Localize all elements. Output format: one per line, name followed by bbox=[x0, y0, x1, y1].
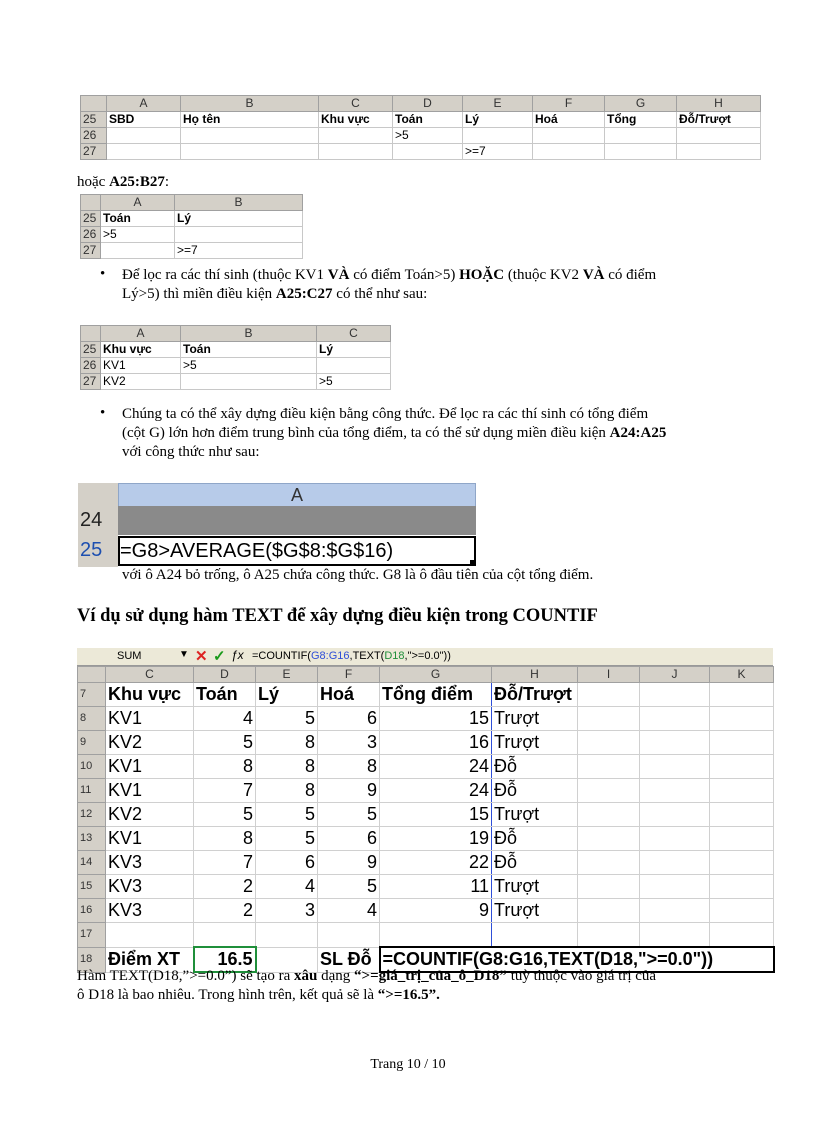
cell[interactable] bbox=[194, 923, 256, 948]
bullet1-part: Để lọc ra các thí sinh (thuộc KV1 bbox=[122, 267, 328, 283]
cell[interactable]: 8 bbox=[256, 755, 318, 779]
cell[interactable] bbox=[175, 227, 303, 243]
row-header[interactable]: 24 bbox=[80, 509, 103, 531]
cell[interactable]: Đỗ bbox=[492, 827, 578, 851]
cell[interactable] bbox=[181, 128, 319, 144]
cell[interactable] bbox=[578, 707, 640, 731]
cell[interactable]: Trượt bbox=[492, 707, 578, 731]
criteria-table-a25-c27 bbox=[80, 325, 391, 390]
criteria-table-a25-h27 bbox=[80, 95, 761, 160]
col-header[interactable]: B bbox=[181, 326, 317, 342]
cell[interactable] bbox=[578, 731, 640, 755]
cell[interactable]: KV1 bbox=[106, 827, 194, 851]
cell[interactable]: 7 bbox=[194, 779, 256, 803]
bullet2-text bbox=[122, 405, 782, 462]
cell[interactable]: 5 bbox=[194, 803, 256, 827]
cell[interactable] bbox=[181, 144, 319, 160]
cell[interactable]: >=7 bbox=[175, 243, 303, 259]
cell[interactable]: 5 bbox=[256, 707, 318, 731]
criteria-table-a25-b27 bbox=[80, 194, 303, 259]
formula-part: ,TEXT( bbox=[349, 650, 385, 662]
cell[interactable]: Khu vực bbox=[101, 342, 181, 358]
cell[interactable]: Lý bbox=[175, 211, 303, 227]
cell[interactable]: KV1 bbox=[106, 779, 194, 803]
corner-cell[interactable] bbox=[81, 326, 101, 342]
cell[interactable] bbox=[107, 128, 181, 144]
col-header[interactable]: A bbox=[107, 96, 181, 112]
cell[interactable]: 6 bbox=[256, 851, 318, 875]
text-or-a25b27 bbox=[77, 173, 169, 192]
col-header[interactable]: K bbox=[710, 667, 774, 683]
table-row bbox=[78, 899, 774, 923]
col-header[interactable]: E bbox=[463, 96, 533, 112]
cell[interactable] bbox=[318, 923, 380, 948]
row-header[interactable]: 11 bbox=[78, 779, 106, 803]
cell[interactable] bbox=[492, 923, 578, 948]
row-header[interactable]: 12 bbox=[78, 803, 106, 827]
cell[interactable]: 5 bbox=[318, 803, 380, 827]
cell[interactable] bbox=[640, 731, 710, 755]
empty-cell-a24[interactable] bbox=[118, 506, 476, 535]
colon: : bbox=[164, 174, 170, 190]
row-header[interactable]: 17 bbox=[78, 923, 106, 948]
cell[interactable]: 15 bbox=[380, 803, 492, 827]
col-header[interactable]: F bbox=[318, 667, 380, 683]
cell[interactable]: >5 bbox=[101, 227, 175, 243]
cell[interactable]: 6 bbox=[318, 707, 380, 731]
label-sl-do[interactable]: SL Đỗ bbox=[318, 947, 380, 972]
cell[interactable] bbox=[463, 128, 533, 144]
cell[interactable] bbox=[181, 374, 317, 390]
dropdown-icon[interactable]: ▼ bbox=[179, 649, 189, 660]
col-header[interactable]: B bbox=[181, 96, 319, 112]
col-header[interactable]: I bbox=[578, 667, 640, 683]
cell[interactable]: 7 bbox=[194, 851, 256, 875]
final-part: tuỳ thuộc vào giá trị của bbox=[506, 968, 657, 984]
enter-icon[interactable]: ✓ bbox=[213, 648, 226, 665]
cell[interactable] bbox=[578, 803, 640, 827]
cell[interactable]: Toán bbox=[181, 342, 317, 358]
cell[interactable]: KV1 bbox=[101, 358, 181, 374]
final-part: Hàm TEXT(D18,”>=0.0”) sẽ tạo ra bbox=[77, 968, 294, 984]
text-or: hoặc bbox=[77, 174, 110, 190]
cell[interactable]: KV1 bbox=[106, 755, 194, 779]
formula-input[interactable] bbox=[252, 650, 451, 662]
cell[interactable]: Lý bbox=[317, 342, 391, 358]
col-header[interactable]: C bbox=[319, 96, 393, 112]
bullet2-line: với công thức như sau: bbox=[122, 444, 260, 460]
corner-cell[interactable] bbox=[81, 195, 101, 211]
cell[interactable] bbox=[710, 683, 774, 707]
cell[interactable]: 8 bbox=[256, 779, 318, 803]
cell[interactable]: 2 bbox=[194, 875, 256, 899]
cell[interactable]: KV3 bbox=[106, 899, 194, 923]
cell[interactable]: 9 bbox=[380, 899, 492, 923]
final-bold: xâu bbox=[294, 968, 318, 984]
column-header-row bbox=[81, 195, 303, 211]
cell[interactable] bbox=[710, 731, 774, 755]
cell[interactable] bbox=[710, 779, 774, 803]
formula-part: =COUNTIF( bbox=[252, 650, 311, 662]
table-row bbox=[78, 875, 774, 899]
cell[interactable] bbox=[578, 923, 640, 948]
bullet1-part: có điểm bbox=[604, 267, 657, 283]
name-box[interactable]: SUM bbox=[117, 650, 142, 662]
cell[interactable] bbox=[640, 755, 710, 779]
final-part: ô D18 là bao nhiêu. Trong hình trên, kết quả sẽ là bbox=[77, 987, 378, 1003]
cell[interactable]: Khu vực bbox=[106, 683, 194, 707]
corner-cell[interactable] bbox=[78, 667, 106, 683]
cell[interactable]: Lý bbox=[256, 683, 318, 707]
col-header[interactable]: D bbox=[194, 667, 256, 683]
cell[interactable] bbox=[578, 827, 640, 851]
table-row bbox=[81, 243, 303, 259]
formula-ref: G8:G16 bbox=[310, 650, 350, 662]
formula-cell-a25[interactable] bbox=[118, 536, 476, 566]
bullet1-text bbox=[122, 266, 782, 304]
table-row bbox=[78, 707, 774, 731]
cell[interactable]: 8 bbox=[256, 731, 318, 755]
bullet1-part: (thuộc KV2 bbox=[504, 267, 583, 283]
table-row bbox=[81, 144, 761, 160]
cell[interactable] bbox=[640, 803, 710, 827]
col-header-a[interactable] bbox=[118, 483, 476, 507]
formula-ref: D18 bbox=[384, 650, 405, 662]
cell[interactable]: Khu vực bbox=[319, 112, 393, 128]
bullet-dot: • bbox=[100, 266, 106, 282]
cell[interactable]: 5 bbox=[256, 827, 318, 851]
cell[interactable] bbox=[640, 779, 710, 803]
cell[interactable]: >5 bbox=[317, 374, 391, 390]
table-row bbox=[81, 374, 391, 390]
row-header[interactable]: 8 bbox=[78, 707, 106, 731]
cell[interactable] bbox=[710, 803, 774, 827]
range-ref: A25:C27 bbox=[275, 286, 333, 302]
bullet1-bold: HOẶC bbox=[459, 267, 505, 283]
col-label: A bbox=[290, 485, 303, 505]
cell[interactable]: KV2 bbox=[101, 374, 181, 390]
cell[interactable]: Trượt bbox=[492, 899, 578, 923]
cell[interactable]: 4 bbox=[194, 707, 256, 731]
cell[interactable]: 4 bbox=[256, 875, 318, 899]
function-icon[interactable]: ƒx bbox=[231, 648, 244, 662]
row-header[interactable]: 9 bbox=[78, 731, 106, 755]
final-part: dạng bbox=[317, 968, 355, 984]
col-header[interactable]: C bbox=[317, 326, 391, 342]
range-ref: A24:A25 bbox=[609, 425, 667, 441]
cell[interactable] bbox=[710, 827, 774, 851]
table-row bbox=[81, 227, 303, 243]
row-header[interactable]: 25 bbox=[80, 539, 103, 561]
row-header[interactable]: 25 bbox=[81, 342, 101, 358]
row-header[interactable]: 26 bbox=[81, 227, 101, 243]
cell[interactable]: 3 bbox=[318, 731, 380, 755]
col-header[interactable]: D bbox=[393, 96, 463, 112]
cell[interactable]: Toán bbox=[101, 211, 175, 227]
cell[interactable] bbox=[677, 144, 761, 160]
row-header[interactable]: 15 bbox=[78, 875, 106, 899]
fill-handle[interactable] bbox=[470, 560, 475, 565]
cell[interactable]: 22 bbox=[380, 851, 492, 875]
table-row bbox=[78, 803, 774, 827]
col-header[interactable]: H bbox=[492, 667, 578, 683]
column-header-row bbox=[81, 326, 391, 342]
cell[interactable]: >5 bbox=[393, 128, 463, 144]
col-header[interactable]: G bbox=[605, 96, 677, 112]
cell[interactable] bbox=[533, 128, 605, 144]
col-header[interactable]: A bbox=[101, 195, 175, 211]
cell[interactable]: KV2 bbox=[106, 731, 194, 755]
cell[interactable] bbox=[640, 683, 710, 707]
cell[interactable]: >=7 bbox=[463, 144, 533, 160]
col-header[interactable]: J bbox=[640, 667, 710, 683]
row-header[interactable]: 27 bbox=[81, 374, 101, 390]
row-header[interactable]: 13 bbox=[78, 827, 106, 851]
cell[interactable] bbox=[578, 683, 640, 707]
cell[interactable]: 24 bbox=[380, 779, 492, 803]
label-diem-xt[interactable]: Điểm XT bbox=[106, 947, 194, 972]
row-header[interactable]: 26 bbox=[81, 128, 107, 144]
cell[interactable] bbox=[640, 875, 710, 899]
note-a24: với ô A24 bỏ trống, ô A25 chứa công thức. G8 là ô đầu tiên của cột tổng điểm. bbox=[122, 567, 594, 583]
cell[interactable] bbox=[640, 899, 710, 923]
cell[interactable] bbox=[710, 707, 774, 731]
cell[interactable] bbox=[578, 851, 640, 875]
col-header[interactable]: B bbox=[175, 195, 303, 211]
cell[interactable] bbox=[380, 923, 492, 948]
cell[interactable] bbox=[578, 899, 640, 923]
cell[interactable]: >5 bbox=[181, 358, 317, 374]
bullet2-line: Chúng ta có thể xây dựng điều kiện bằng công thức. Để lọc ra các thí sinh có tổng điểm bbox=[122, 406, 649, 422]
cell[interactable]: 6 bbox=[318, 827, 380, 851]
bullet1-part: có điểm Toán>5) bbox=[349, 267, 460, 283]
cell-d18[interactable]: 16.5 bbox=[194, 947, 256, 972]
cell[interactable]: Đỗ bbox=[492, 779, 578, 803]
row-header[interactable]: 26 bbox=[81, 358, 101, 374]
cell[interactable]: Tổng điểm bbox=[380, 683, 492, 707]
corner-cell[interactable] bbox=[81, 96, 107, 112]
cell[interactable]: Tổng bbox=[605, 112, 677, 128]
cell[interactable] bbox=[319, 128, 393, 144]
cell[interactable]: Đỗ/Trượt bbox=[492, 683, 578, 707]
cell[interactable] bbox=[710, 875, 774, 899]
final-bold: “>=giá_trị_của_ô_D18” bbox=[354, 968, 507, 984]
bullet1-bold: VÀ bbox=[582, 267, 605, 283]
cell[interactable] bbox=[256, 923, 318, 948]
cell[interactable] bbox=[640, 923, 710, 948]
cell[interactable] bbox=[107, 144, 181, 160]
cell[interactable]: KV3 bbox=[106, 875, 194, 899]
cancel-icon[interactable]: ✕ bbox=[195, 648, 208, 665]
cell[interactable]: KV3 bbox=[106, 851, 194, 875]
cell[interactable] bbox=[640, 707, 710, 731]
cell[interactable] bbox=[677, 128, 761, 144]
cell[interactable]: 4 bbox=[318, 899, 380, 923]
cell[interactable]: 5 bbox=[256, 803, 318, 827]
cell[interactable]: 8 bbox=[194, 827, 256, 851]
cell[interactable]: 8 bbox=[318, 755, 380, 779]
col-header[interactable]: A bbox=[101, 326, 181, 342]
cell[interactable]: 2 bbox=[194, 899, 256, 923]
cell[interactable]: Toán bbox=[393, 112, 463, 128]
cell[interactable] bbox=[319, 144, 393, 160]
row-header[interactable]: 25 bbox=[81, 211, 101, 227]
table-row bbox=[78, 923, 774, 948]
cell[interactable] bbox=[578, 779, 640, 803]
row-header[interactable]: 16 bbox=[78, 899, 106, 923]
cell[interactable]: Đỗ/Trượt bbox=[677, 112, 761, 128]
column-header-row bbox=[78, 667, 774, 683]
bullet2-part: (cột G) lớn hơn điểm trung bình của tổng điểm, ta có thể sử dụng miền điều kiện bbox=[122, 425, 610, 441]
table-row bbox=[81, 128, 761, 144]
bullet1-part: Lý>5) thì miền điều kiện bbox=[122, 286, 276, 302]
formula-bar bbox=[77, 648, 773, 666]
cell[interactable]: 15 bbox=[380, 707, 492, 731]
cell[interactable]: 24 bbox=[380, 755, 492, 779]
cell[interactable]: 9 bbox=[318, 779, 380, 803]
formula-cell-snippet bbox=[78, 483, 476, 567]
cell[interactable]: Hoá bbox=[318, 683, 380, 707]
section-heading: Ví dụ sử dụng hàm TEXT để xây dựng điều kiện trong COUNTIF bbox=[77, 606, 598, 626]
formula-text: =G8>AVERAGE($G$8:$G$16) bbox=[120, 540, 394, 562]
row-header[interactable]: 14 bbox=[78, 851, 106, 875]
cell[interactable] bbox=[605, 144, 677, 160]
cell[interactable] bbox=[101, 243, 175, 259]
table-row bbox=[81, 211, 303, 227]
formula-cell-g18[interactable]: =COUNTIF(G8:G16,TEXT(D18,">=0.0")) bbox=[380, 947, 774, 972]
table-row bbox=[81, 112, 761, 128]
cell[interactable]: SBD bbox=[107, 112, 181, 128]
row-header[interactable]: 25 bbox=[81, 112, 107, 128]
table-row bbox=[78, 731, 774, 755]
table-row bbox=[81, 342, 391, 358]
col-header[interactable]: C bbox=[106, 667, 194, 683]
cell[interactable]: Trượt bbox=[492, 875, 578, 899]
table-row bbox=[78, 755, 774, 779]
range-ref: A25:B27 bbox=[109, 174, 165, 190]
cell[interactable] bbox=[640, 827, 710, 851]
cell[interactable]: 3 bbox=[256, 899, 318, 923]
cell[interactable] bbox=[710, 755, 774, 779]
final-paragraph bbox=[77, 967, 777, 1005]
cell[interactable] bbox=[317, 358, 391, 374]
table-header-row bbox=[78, 683, 774, 707]
table-row bbox=[81, 358, 391, 374]
cell[interactable]: Toán bbox=[194, 683, 256, 707]
cell[interactable]: 19 bbox=[380, 827, 492, 851]
table-row bbox=[78, 827, 774, 851]
table-row bbox=[78, 851, 774, 875]
col-header[interactable]: H bbox=[677, 96, 761, 112]
cell[interactable]: Đỗ bbox=[492, 851, 578, 875]
cell[interactable] bbox=[106, 923, 194, 948]
cell[interactable] bbox=[640, 851, 710, 875]
bullet-dot: • bbox=[100, 405, 106, 421]
countif-sheet bbox=[77, 648, 773, 973]
cell[interactable]: Họ tên bbox=[181, 112, 319, 128]
cell[interactable]: 11 bbox=[380, 875, 492, 899]
cell[interactable]: 5 bbox=[194, 731, 256, 755]
bullet1-part: có thể như sau: bbox=[332, 286, 428, 302]
row-header[interactable]: 10 bbox=[78, 755, 106, 779]
cell[interactable] bbox=[578, 755, 640, 779]
column-header-row bbox=[81, 96, 761, 112]
cell[interactable] bbox=[710, 923, 774, 948]
cell[interactable]: KV1 bbox=[106, 707, 194, 731]
row-header[interactable]: 27 bbox=[81, 144, 107, 160]
row-header[interactable]: 18 bbox=[78, 947, 106, 972]
row-header[interactable]: 27 bbox=[81, 243, 101, 259]
cell[interactable] bbox=[605, 128, 677, 144]
cell[interactable] bbox=[710, 851, 774, 875]
col-header[interactable]: E bbox=[256, 667, 318, 683]
cell[interactable]: 9 bbox=[318, 851, 380, 875]
cell[interactable]: Đỗ bbox=[492, 755, 578, 779]
cell[interactable] bbox=[533, 144, 605, 160]
cell[interactable]: Trượt bbox=[492, 803, 578, 827]
cell[interactable]: Hoá bbox=[533, 112, 605, 128]
countif-grid bbox=[77, 666, 775, 973]
page-footer: Trang 10 / 10 bbox=[370, 1057, 446, 1072]
cell[interactable]: 5 bbox=[318, 875, 380, 899]
cell[interactable] bbox=[393, 144, 463, 160]
table-row bbox=[78, 779, 774, 803]
col-header-selected[interactable]: F bbox=[533, 96, 605, 112]
cell[interactable] bbox=[710, 899, 774, 923]
cell[interactable]: Trượt bbox=[492, 731, 578, 755]
cell[interactable]: 16 bbox=[380, 731, 492, 755]
cell[interactable] bbox=[578, 875, 640, 899]
formula-part: ,">=0.0")) bbox=[404, 650, 451, 662]
col-header[interactable]: G bbox=[380, 667, 492, 683]
final-bold: “>=16.5”. bbox=[377, 987, 440, 1003]
bullet1-bold: VÀ bbox=[327, 267, 350, 283]
cell[interactable]: Lý bbox=[463, 112, 533, 128]
cell[interactable]: 8 bbox=[194, 755, 256, 779]
row-header[interactable]: 7 bbox=[78, 683, 106, 707]
cell[interactable]: KV2 bbox=[106, 803, 194, 827]
